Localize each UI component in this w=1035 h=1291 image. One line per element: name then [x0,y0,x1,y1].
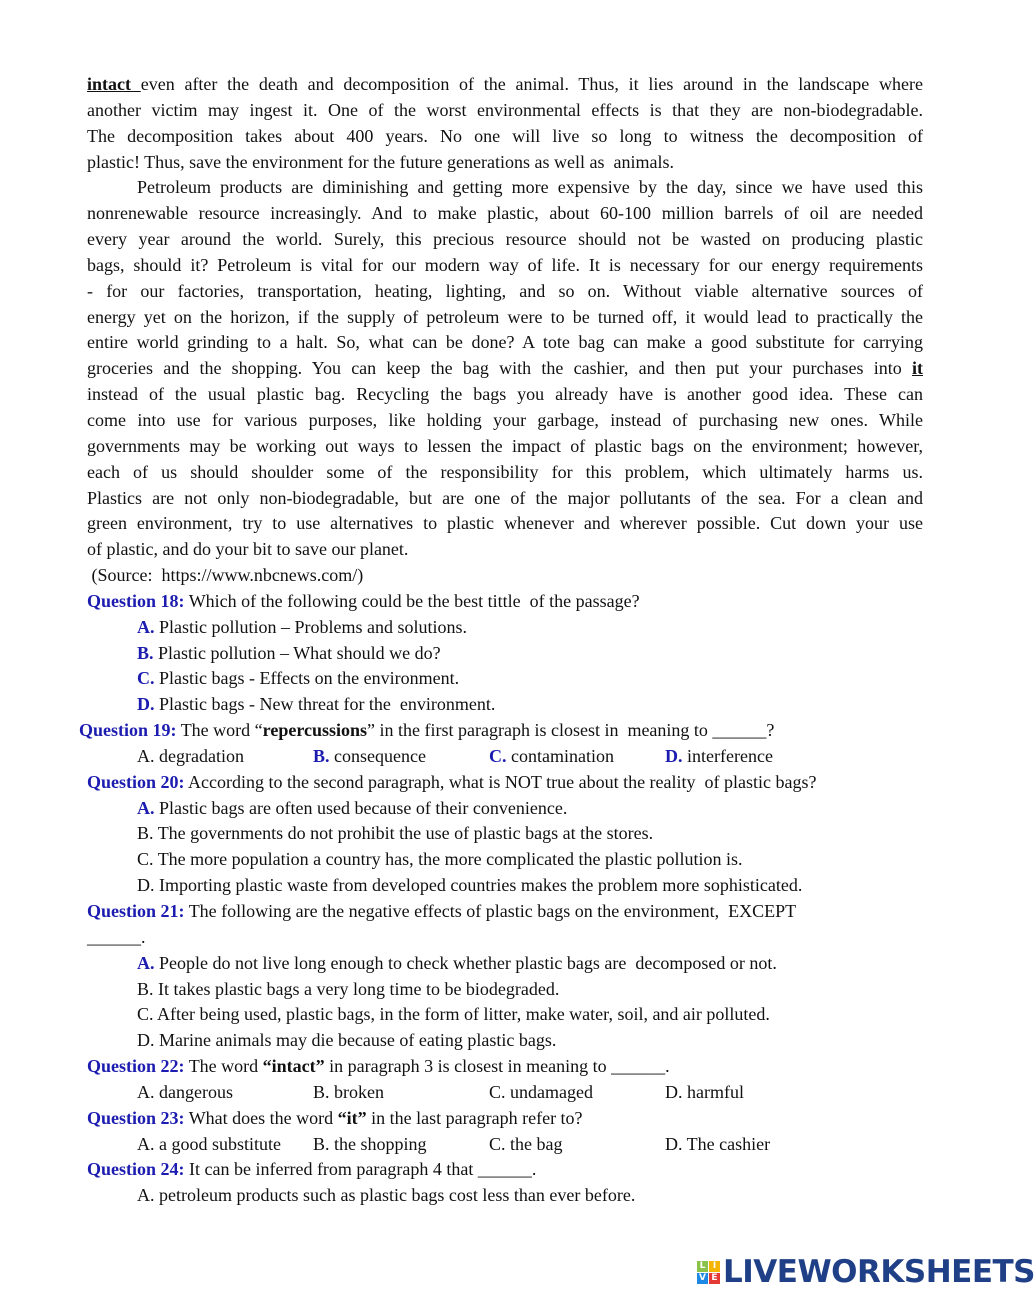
question-label: Question 21: [87,901,185,921]
question-stem [87,899,960,925]
option-line [137,821,990,847]
text-run: According to the second paragraph, what is NOT true about the reality of plastic bags? [184,771,817,792]
passage-line [87,124,923,150]
option-text: People do not live long enough to check whether plastic bags are decomposed or not. [154,952,777,973]
answer-option[interactable] [489,1080,593,1106]
option-letter: B. [313,1133,330,1154]
passage-line [87,356,923,382]
option-text: contamination [506,745,614,766]
option-letter: C. [137,668,155,689]
live-badge-icon [697,1261,720,1284]
question-stem [79,718,960,744]
option-letter: B. [137,642,154,663]
answer-option[interactable] [137,1185,635,1205]
text-run: energy yet on the horizon, if the supply of petroleum were to be turned off, it would lead to practically the [87,306,923,327]
answer-option[interactable] [665,1132,770,1158]
option-text: Marine animals may die because of eating plastic bags. [154,1030,557,1051]
option-text: petroleum products such as plastic bags cost less than ever before. [154,1185,636,1206]
passage-line [87,330,923,356]
badge-letter: V [697,1273,708,1284]
options-row [0,1080,1000,1106]
answer-option[interactable] [313,1080,384,1106]
text-run: every year around the world. Surely, this precious resource should not be wasted on producing plastic [87,229,923,250]
passage-line [87,305,923,331]
option-letter: C. [137,1004,154,1025]
option-text: harmful [682,1081,744,1102]
option-letter: A. [137,1185,155,1206]
text-run: even after the death and decomposition of the animal. Thus, it lies around in the landscape where [140,74,923,94]
question-blank: ______. [87,926,146,947]
answer-option[interactable] [137,979,559,999]
option-text: a good substitute [154,1133,281,1154]
option-letter: D. [137,1030,155,1051]
answer-option[interactable] [137,694,495,714]
answer-option[interactable] [137,823,653,843]
option-line [137,873,990,899]
text-run: The following are the negative effects of plastic bags on the environment, EXCEPT [184,901,797,921]
answer-option[interactable] [137,953,777,973]
option-text: broken [329,1081,384,1102]
option-letter: C. [489,1081,506,1102]
passage-line [87,408,923,434]
question-stem [87,770,960,796]
badge-letter: L [697,1261,708,1272]
text-run: The decomposition takes about 400 years. No one will live so long to witness the decomposition of [87,125,923,146]
logo-text: LIVEWORKSHEETS [723,1254,1035,1290]
option-line [137,666,990,692]
option-text: consequence [329,745,426,766]
option-text: Importing plastic waste from developed countries makes the problem more sophisticated. [154,875,803,896]
option-letter: D. [137,694,155,715]
highlighted-word: it [912,358,923,379]
passage-line [87,279,923,305]
question-stem [87,589,960,615]
option-text: Plastic bags - New threat for the environment. [154,694,496,715]
option-text: Plastic pollution – Problems and solutions. [154,616,468,637]
text-run: The word “ [176,720,263,741]
text-run: in the last paragraph refer to? [366,1107,583,1128]
text-run: another victim may ingest it. One of the worst environmental effects is that they are non-biodegradable. [87,99,923,120]
passage-line [87,537,923,563]
answer-option[interactable] [137,849,743,869]
option-text: The cashier [682,1133,771,1154]
passage-line [87,486,923,512]
passage-line [87,382,923,408]
option-text: degradation [154,745,244,766]
option-text: dangerous [154,1081,233,1102]
passage-line [87,434,923,460]
passage-line [87,511,923,537]
option-letter: C. [137,849,154,870]
question-label: Question 24: [87,1159,185,1180]
passage-line [87,227,923,253]
text-run: “it” [337,1107,367,1128]
option-letter: B. [137,823,154,844]
text-run: plastic! Thus, save the environment for the future generations as well as animals. [87,151,674,172]
option-letter: D. [665,1133,683,1154]
option-line [137,641,990,667]
option-line [137,1028,990,1054]
text-run: each of us should shoulder some of the responsibility for this problem, which ultimately harms us. [87,461,923,482]
question-label: Question 18: [87,590,185,611]
options-row [0,744,1000,770]
question-stem [87,1157,960,1183]
question-label: Question 23: [87,1107,185,1128]
option-line [137,1002,990,1028]
option-line [137,847,990,873]
option-letter: D. [665,1081,683,1102]
text-run: come into use for various purposes, like holding your garbage, instead of purchasing new ones. While [87,409,923,430]
question-label: Question 22: [87,1056,185,1077]
option-letter: C. [489,745,507,766]
answer-option[interactable] [137,643,441,663]
text-run: It can be inferred from paragraph 4 that ______. [184,1159,537,1180]
option-text: It takes plastic bags a very long time to be biodegraded. [153,978,560,999]
option-text: Plastic pollution – What should we do? [153,642,441,663]
answer-option[interactable] [137,1132,281,1158]
option-text: The more population a country has, the more complicated the plastic pollution is. [153,849,743,870]
answer-option[interactable] [137,798,567,818]
option-letter: A. [137,616,155,637]
text-run: Petroleum products are diminishing and getting more expensive by the day, since we have used this [137,177,923,198]
passage-line [137,175,923,201]
option-letter: A. [137,745,155,766]
passage-line [87,201,923,227]
text-run: - for our factories, transportation, heating, lighting, and so on. Without viable alternative sources of [87,280,923,301]
question-stem [87,1054,960,1080]
question-label: Question 20: [87,771,185,792]
source-citation: (Source: https://www.nbcnews.com/) [87,565,364,586]
worksheet-text [0,72,1000,1209]
text-run: governments may be working out ways to lessen the impact of plastic bags on the environment; however, [87,435,923,456]
answer-option[interactable] [137,875,802,895]
text-run: Plastics are not only non-biodegradable, but are one of the major pollutants of the sea. For a clean and [87,487,923,508]
badge-letter: E [709,1273,720,1284]
text-run: repercussions [262,720,368,741]
passage-line [87,98,923,124]
answer-option[interactable] [665,744,773,770]
option-text: Plastic bags are often used because of their convenience. [154,797,568,818]
option-text: After being used, plastic bags, in the form of litter, make water, soil, and air polluted. [153,1004,770,1025]
option-text: undamaged [505,1081,593,1102]
answer-option[interactable] [489,744,614,770]
answer-option[interactable] [665,1080,744,1106]
answer-option[interactable] [137,668,459,688]
answer-option[interactable] [137,617,467,637]
highlighted-word: intact [87,74,141,94]
passage-line [87,72,923,98]
passage-line [87,253,923,279]
text-run: The word [184,1056,263,1077]
text-run: Which of the following could be the best tittle of the passage? [184,590,640,611]
answer-option[interactable] [313,744,426,770]
question-stem [87,1106,960,1132]
badge-letter: I [709,1261,720,1272]
option-line [137,1183,990,1209]
text-run: groceries and the shopping. You can keep the bag with the cashier, and then put your purchases into [87,358,912,379]
option-letter: B. [137,978,154,999]
option-text: the bag [505,1133,563,1154]
option-letter: D. [137,875,155,896]
options-row [0,1132,1000,1158]
liveworksheets-logo [697,1254,1035,1290]
text-run: ” in the first paragraph is closest in meaning to ______? [367,720,775,741]
option-letter: B. [313,745,330,766]
passage-line [87,150,923,176]
answer-option[interactable] [137,1080,233,1106]
option-letter: A. [137,1081,155,1102]
answer-option[interactable] [137,1004,770,1024]
answer-option[interactable] [313,1132,427,1158]
option-line [137,796,990,822]
text-run: What does the word [184,1107,338,1128]
text-run: in paragraph 3 is closest in meaning to ______. [324,1056,670,1077]
text-run: nonrenewable resource increasingly. And to make plastic, about 60-100 million barrels of oil are needed [87,203,923,224]
passage-line [87,460,923,486]
option-text: The governments do not prohibit the use of plastic bags at the stores. [153,823,654,844]
answer-option[interactable] [489,1132,563,1158]
text-run: green environment, try to use alternatives to plastic whenever and wherever possible. Cut down your use [87,513,923,534]
option-text: the shopping [329,1133,427,1154]
answer-option[interactable] [137,744,244,770]
question-label: Question 19: [79,720,177,741]
option-text: Plastic bags - Effects on the environment. [154,668,460,689]
option-line [137,951,990,977]
option-letter: B. [313,1081,330,1102]
option-letter: A. [137,952,155,973]
option-line [137,615,990,641]
text-run: entire world grinding to a halt. So, what can be done? A tote bag can make a good substitute for carrying [87,332,923,353]
answer-option[interactable] [137,1030,556,1050]
option-letter: C. [489,1133,506,1154]
option-letter: D. [665,745,683,766]
text-run: “intact” [262,1056,325,1077]
text-run: instead of the usual plastic bag. Recycling the bags you already have is another good idea. These can [87,384,923,405]
option-line [137,692,990,718]
text-run: bags, should it? Petroleum is vital for our modern way of life. It is necessary for our energy requirements [87,254,923,275]
option-text: interference [682,745,773,766]
option-line [137,977,990,1003]
text-run: of plastic, and do your bit to save our planet. [87,539,409,560]
option-letter: A. [137,797,155,818]
option-letter: A. [137,1133,155,1154]
